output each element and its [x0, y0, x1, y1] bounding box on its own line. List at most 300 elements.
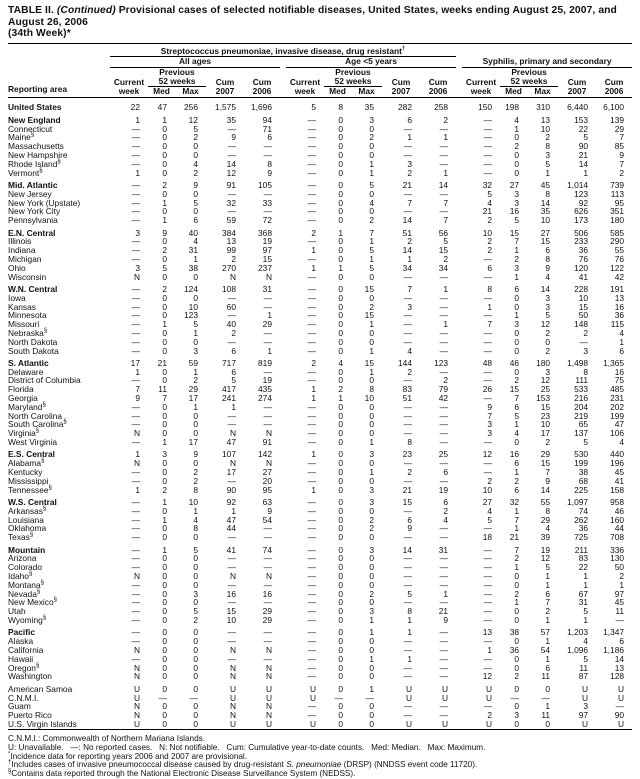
cell: 0 [193, 188, 198, 199]
cell: 5 [487, 514, 493, 525]
med-header: Med [153, 86, 170, 97]
table-row [8, 311, 632, 320]
table-body [8, 97, 632, 731]
cell: — [439, 553, 449, 564]
cell: U [441, 718, 449, 729]
cell: 0 [338, 197, 343, 208]
cell: — [403, 644, 412, 655]
cell: — [483, 653, 493, 664]
cell: 1 [162, 319, 167, 330]
cell: — [227, 532, 236, 543]
row-label: C.N.M.I. [8, 692, 39, 703]
cell: 3 [514, 710, 520, 721]
cell: 3 [369, 114, 374, 125]
previous-52-weeks-header: Previous 52 weeks [324, 67, 382, 87]
cell: 32 [482, 179, 493, 190]
cell: 5 [193, 606, 198, 617]
cell: 180 [536, 357, 551, 368]
cell: — [483, 292, 493, 303]
cell: 3 [369, 606, 374, 617]
cell: — [307, 562, 316, 573]
table-title [8, 5, 632, 40]
cell: 26 [482, 384, 493, 395]
cell: 0 [514, 149, 520, 160]
cell: 0 [162, 701, 167, 712]
cell: 0 [162, 588, 167, 599]
cell: 1 [514, 245, 520, 256]
cell: 1 [135, 114, 140, 125]
cell: 5 [162, 262, 167, 273]
cell: 0 [338, 167, 343, 178]
cell: 1 [231, 505, 236, 516]
table-row [8, 655, 632, 664]
cell: 55 [540, 497, 551, 508]
cell: 199 [610, 410, 625, 421]
cell: — [263, 523, 272, 534]
cell: 506 [574, 227, 589, 238]
cell: 180 [610, 215, 625, 226]
cell: 4 [369, 197, 374, 208]
row-label: California [8, 644, 44, 655]
cell: 533 [574, 384, 589, 395]
cell: 0 [338, 401, 343, 412]
cell: 0 [369, 532, 374, 543]
cell: — [483, 636, 493, 647]
cell: 2 [231, 253, 236, 264]
cell: 0 [162, 419, 167, 430]
cell: 79 [438, 384, 449, 395]
cell: 1 [514, 505, 520, 516]
cell: 0 [338, 636, 343, 647]
cell: 199 [574, 458, 589, 469]
table-row [8, 711, 632, 720]
cell: 282 [398, 102, 412, 113]
cell: 0 [193, 532, 198, 543]
cell: N [133, 671, 140, 682]
cell: — [483, 614, 493, 625]
cell: 7 [443, 215, 449, 226]
cell: — [307, 375, 316, 386]
cell: — [227, 419, 236, 430]
cell: 0 [338, 236, 343, 247]
row-label: Maine§ [8, 132, 35, 143]
cell: 5 [545, 310, 551, 321]
cell: — [263, 532, 272, 543]
cell: 0 [369, 571, 374, 581]
cell: — [131, 514, 140, 525]
cell: 57 [540, 627, 551, 638]
cell: 2 [162, 245, 167, 256]
cell: 1,203 [567, 627, 589, 638]
row-label: New York City [8, 206, 61, 217]
cell: — [439, 475, 449, 486]
cell: U [617, 718, 625, 729]
cell: — [307, 475, 316, 486]
cell: — [307, 197, 316, 208]
cell: 0 [338, 683, 343, 694]
cell: 11 [541, 671, 551, 682]
table-row [8, 554, 632, 563]
cell: — [227, 627, 236, 638]
cell: 0 [338, 614, 343, 625]
cell: 258 [434, 102, 449, 113]
cell: — [307, 132, 316, 143]
cell: 2 [193, 467, 198, 478]
cell: 1 [443, 167, 449, 178]
cell: — [263, 292, 272, 303]
row-label: Kansas [8, 301, 36, 312]
row-label: Mid. Atlantic [8, 179, 58, 190]
cell: 0 [338, 662, 343, 673]
row-label: Indiana [8, 245, 36, 256]
cell: 0 [338, 553, 343, 564]
cell: — [579, 336, 589, 347]
cell: 11 [541, 710, 551, 721]
table-row [8, 320, 632, 329]
cell: 0 [369, 206, 374, 217]
cell: U [133, 718, 140, 729]
cell: 0 [193, 410, 198, 421]
cell: 6 [231, 345, 236, 356]
cell: 2 [545, 345, 551, 356]
cell: — [131, 336, 140, 347]
cell: 1,347 [603, 627, 625, 638]
cell: — [307, 514, 316, 525]
cell: — [483, 167, 493, 178]
table-row [8, 103, 632, 112]
cell: U [485, 718, 493, 729]
cell: 1 [369, 236, 374, 247]
cell: — [439, 336, 449, 347]
cell: 15 [540, 401, 551, 412]
cell: 31 [578, 597, 589, 608]
cell: 3 [407, 301, 412, 312]
cell: 115 [610, 319, 625, 330]
cell: 4 [407, 345, 412, 356]
cell: 6,100 [603, 102, 625, 113]
cell: 2 [193, 614, 198, 625]
cell: 19 [438, 484, 449, 495]
cell: 1 [369, 366, 374, 377]
cell: N [265, 701, 272, 712]
cell: 0 [162, 653, 167, 664]
cell: 0 [338, 532, 343, 543]
table-row [8, 329, 632, 338]
row-label: Iowa [8, 292, 26, 303]
cell: 3 [545, 301, 551, 312]
cell: — [263, 627, 272, 638]
cell: 0 [338, 497, 343, 508]
cell: 5 [514, 215, 520, 226]
cell: 4 [619, 437, 625, 448]
cell: 8 [407, 437, 412, 448]
cell: 0 [193, 149, 198, 160]
cell: 0 [162, 467, 167, 478]
cell: 0 [514, 662, 520, 673]
cell: 3 [514, 262, 520, 273]
cell: — [403, 428, 412, 439]
cell: — [483, 606, 493, 617]
cell: 12 [540, 375, 551, 386]
cell: 40 [188, 227, 198, 238]
previous-52-weeks-header: Previous 52 weeks [148, 67, 206, 87]
cum-2006-header: Cum 2006 [252, 77, 272, 97]
cell: — [263, 419, 272, 430]
cell: 10 [188, 301, 198, 312]
cell: 7 [135, 384, 140, 395]
cell: 3 [162, 449, 167, 460]
cell: 107 [222, 449, 236, 460]
row-label: Minnesota [8, 310, 47, 321]
cell: 16 [226, 588, 236, 599]
cell: 0 [514, 366, 520, 377]
table-row [8, 524, 632, 533]
cell: 0 [162, 188, 167, 199]
cell: 47 [157, 102, 167, 113]
cell: 0 [514, 158, 520, 169]
cell: 6,440 [567, 102, 589, 113]
cell: — [189, 692, 198, 703]
cell: 59 [226, 215, 236, 226]
cell: 13 [226, 236, 236, 247]
cell: — [483, 437, 493, 448]
cell: — [131, 301, 140, 312]
cell: 0 [369, 419, 374, 430]
cell: 368 [258, 227, 272, 238]
cell: — [307, 710, 316, 721]
cell: 0 [338, 366, 343, 377]
cell: 2 [443, 114, 449, 125]
cell: — [483, 597, 493, 608]
cell: — [439, 428, 449, 439]
cell: — [263, 366, 272, 377]
cell: U [581, 692, 589, 703]
cell: 0 [514, 571, 520, 581]
cell: 1 [135, 366, 140, 377]
cell: 1 [514, 123, 520, 134]
cell: 13 [614, 662, 625, 673]
table-row [8, 285, 632, 294]
title-continued: (Continued) [56, 5, 116, 16]
cell: — [307, 336, 316, 347]
cell: 0 [338, 206, 343, 217]
cell: 0 [514, 132, 520, 143]
cell: — [307, 671, 316, 682]
cell: U [617, 692, 625, 703]
cell: 0 [162, 310, 167, 321]
cell: N [229, 671, 236, 682]
cell: 1 [369, 158, 374, 169]
cell: 105 [258, 179, 272, 190]
cell: 36 [578, 523, 589, 534]
cell: 0 [369, 123, 374, 134]
cell: 27 [540, 227, 551, 238]
row-label: New Mexico§ [8, 597, 57, 608]
cell: 21 [157, 357, 167, 368]
cell: 48 [482, 357, 493, 368]
cell: 38 [509, 627, 520, 638]
table-row [8, 125, 632, 134]
cell: — [131, 401, 140, 412]
cell: 1 [338, 393, 343, 404]
cell: — [131, 179, 140, 190]
cell: — [483, 467, 493, 478]
cell: 59 [188, 357, 198, 368]
cell: 29 [262, 319, 272, 330]
cell: 2 [545, 327, 551, 338]
cell: 2 [369, 215, 374, 226]
cell: 6 [545, 245, 551, 256]
row-label: Wisconsin [8, 271, 47, 282]
cell: — [403, 310, 412, 321]
cell: 0 [338, 701, 343, 712]
cell: 45 [614, 467, 625, 478]
cell: 99 [226, 245, 236, 256]
cell: 3 [487, 428, 493, 439]
cell: 0 [514, 636, 520, 647]
cell: — [263, 336, 272, 347]
cell: 8 [545, 141, 551, 152]
cell: 123 [184, 310, 198, 321]
cell: 92 [226, 497, 236, 508]
table-row [8, 216, 632, 225]
cell: 7 [162, 393, 167, 404]
table-row [8, 590, 632, 599]
cell: — [263, 401, 272, 412]
cell: 0 [338, 562, 343, 573]
cell: 2 [514, 253, 520, 264]
cell: — [307, 627, 316, 638]
cell: 15 [402, 497, 412, 508]
cell: 150 [478, 102, 493, 113]
cell: — [403, 149, 412, 160]
row-label: South Dakota [8, 345, 59, 356]
cell: 16 [614, 366, 625, 377]
cell: — [131, 606, 140, 617]
row-label: Pacific [8, 627, 36, 638]
cell: 3 [369, 449, 374, 460]
cell: — [131, 579, 140, 590]
current-week-header: Current week [289, 77, 321, 97]
current-week-header: Current week [465, 77, 497, 97]
cell: — [131, 132, 140, 143]
cell: 14 [540, 197, 551, 208]
spacer [462, 47, 632, 57]
cell: 34 [438, 262, 449, 273]
all-ages-header: All ages [110, 57, 280, 67]
row-label: United States [8, 102, 62, 113]
cell: 6 [545, 662, 551, 673]
cell: — [403, 475, 412, 486]
cell: 1 [369, 653, 374, 664]
cell: 47 [226, 514, 236, 525]
cell: 6 [487, 262, 493, 273]
cell: 0 [162, 662, 167, 673]
cell: 13 [614, 292, 625, 303]
cell: — [439, 366, 449, 377]
row-label: Michigan [8, 253, 42, 264]
cell: 15 [509, 384, 520, 395]
cell: U [229, 683, 236, 694]
cell: 2 [407, 467, 412, 478]
cell: — [615, 701, 625, 712]
cell: — [307, 149, 316, 160]
cell: 3 [583, 345, 589, 356]
cell: 1,696 [251, 102, 272, 113]
cell: 51 [402, 227, 412, 238]
cell: N [133, 701, 140, 712]
table-row [8, 255, 632, 264]
cell: 0 [369, 562, 374, 573]
cell: 130 [610, 553, 625, 564]
syphilis-group-header: Syphilis, primary and secondary [462, 57, 632, 67]
cell: 5 [583, 653, 589, 664]
cell: 10 [482, 484, 493, 495]
cell: 0 [369, 188, 374, 199]
cell: 50 [614, 562, 625, 573]
cell: 1 [135, 449, 140, 460]
cell: 2 [443, 505, 449, 516]
cell: 0 [338, 653, 343, 664]
cell: 35 [540, 206, 551, 217]
cell: — [483, 310, 493, 321]
cum-2007-header: Cum 2007 [391, 77, 411, 97]
cell: 310 [536, 102, 551, 113]
cell: — [263, 653, 272, 664]
cell: N [229, 662, 236, 673]
cell: 1 [407, 614, 412, 625]
cell: — [483, 271, 493, 282]
cell: 106 [610, 428, 625, 439]
cell: 7 [514, 544, 520, 555]
cell: 191 [610, 283, 625, 294]
cell: — [227, 562, 236, 573]
cell: N [133, 428, 140, 439]
cell: 12 [540, 319, 551, 330]
cell: 1 [487, 644, 493, 655]
table-row [8, 347, 632, 356]
cell: 35 [364, 102, 374, 113]
cell: — [307, 532, 316, 543]
cell: 0 [162, 375, 167, 386]
table-row [8, 563, 632, 572]
cell: — [131, 158, 140, 169]
cell: 0 [162, 718, 167, 729]
cell: 4 [545, 271, 551, 282]
cell: — [403, 505, 412, 516]
cell: — [307, 579, 316, 590]
cell: 9 [193, 449, 198, 460]
cell: 0 [162, 614, 167, 625]
cell: 2 [193, 167, 198, 178]
row-label: U.S. Virgin Islands [8, 718, 77, 729]
row-label: Washington [8, 671, 52, 682]
cell: — [483, 132, 493, 143]
cell: 5 [193, 197, 198, 208]
cell: 0 [369, 597, 374, 608]
cell: — [131, 553, 140, 564]
cell: 0 [369, 553, 374, 564]
cell: — [439, 662, 449, 673]
cell: 10 [540, 419, 551, 430]
cell: 0 [162, 710, 167, 721]
cell: 33 [262, 197, 272, 208]
cell: 0 [338, 283, 343, 294]
table-row [8, 169, 632, 178]
cell: N [229, 571, 236, 581]
cell: — [263, 141, 272, 152]
cell: 8 [583, 366, 589, 377]
